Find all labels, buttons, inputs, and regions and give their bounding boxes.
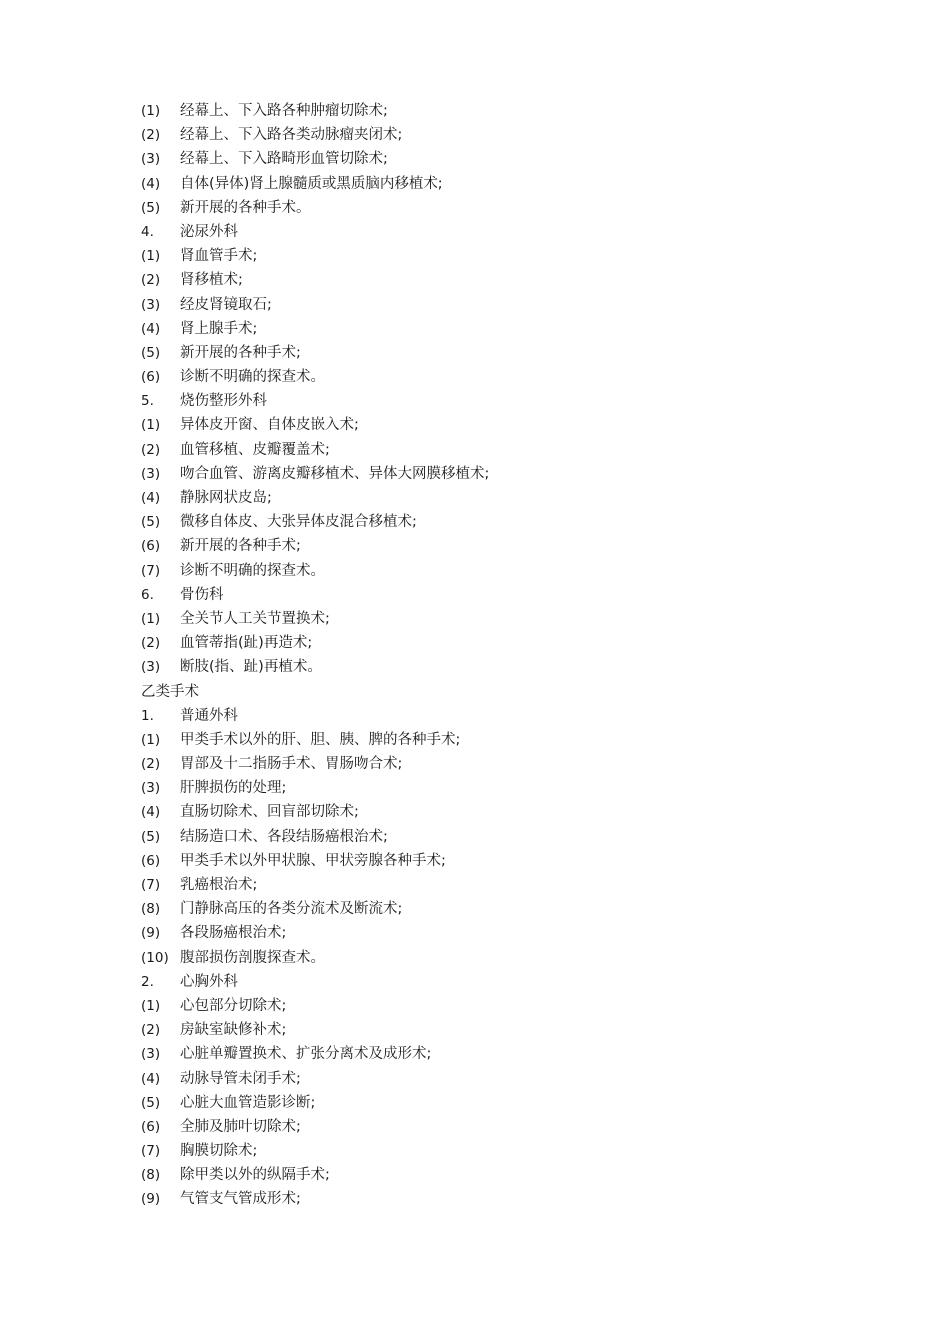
item-number: 5. [141, 393, 154, 410]
item-text: 新开展的各种手术; [180, 538, 301, 555]
list-item [141, 825, 881, 849]
list-item [141, 293, 881, 317]
list-item [141, 704, 881, 728]
item-text: 结肠造口术、各段结肠癌根治术; [180, 828, 388, 845]
item-text: 全关节人工关节置换术; [180, 610, 330, 627]
item-number: (3) [141, 780, 161, 797]
item-number: (4) [141, 804, 161, 821]
document-body [141, 99, 881, 1212]
item-number: (6) [141, 852, 161, 869]
item-number: (7) [141, 562, 161, 579]
item-text: 腹部损伤剖腹探查术。 [180, 949, 325, 966]
item-text: 诊断不明确的探查术。 [180, 562, 325, 579]
item-text: 心脏单瓣置换术、扩张分离术及成形术; [180, 1046, 432, 1063]
item-text: 经幕上、下入路畸形血管切除术; [180, 151, 388, 168]
item-number: (3) [141, 465, 161, 482]
item-text: 甲类手术以外的肝、胆、胰、脾的各种手术; [180, 731, 461, 748]
item-number: (6) [141, 538, 161, 555]
item-text: 除甲类以外的纵隔手术; [180, 1167, 330, 1184]
section-heading [141, 680, 881, 704]
item-number: (2) [141, 635, 161, 652]
item-number: (5) [141, 514, 161, 531]
item-text: 微移自体皮、大张异体皮混合移植术; [180, 514, 417, 531]
item-text: 门静脉高压的各类分流术及断流术; [180, 901, 403, 918]
item-text: 胃部及十二指肠手术、胃肠吻合术; [180, 756, 403, 773]
item-number: (5) [141, 344, 161, 361]
item-text: 心胸外科 [180, 973, 238, 990]
item-text: 肾移植术; [180, 272, 243, 289]
list-item [141, 655, 881, 679]
list-item [141, 413, 881, 437]
item-number: (6) [141, 1118, 161, 1135]
list-item [141, 486, 881, 510]
item-text: 血管蒂指(趾)再造术; [180, 635, 313, 652]
item-text: 心脏大血管造影诊断; [180, 1094, 316, 1111]
item-number: (3) [141, 1046, 161, 1063]
item-number: (3) [141, 151, 161, 168]
list-item [141, 873, 881, 897]
item-text: 烧伤整形外科 [180, 393, 267, 410]
item-number: (4) [141, 1070, 161, 1087]
item-text: 甲类手术以外甲状腺、甲状旁腺各种手术; [180, 852, 446, 869]
list-item [141, 607, 881, 631]
item-number: (1) [141, 103, 161, 119]
list-item [141, 1042, 881, 1066]
item-number: (4) [141, 320, 161, 337]
item-text: 气管支气管成形术; [180, 1191, 301, 1208]
item-text: 异体皮开窗、自体皮嵌入术; [180, 417, 359, 434]
item-number: (2) [141, 127, 161, 144]
list-item [141, 220, 881, 244]
item-text: 断肢(指、趾)再植术。 [180, 659, 322, 676]
list-item [141, 172, 881, 196]
item-text: 肾上腺手术; [180, 320, 258, 337]
item-text: 经幕上、下入路各类动脉瘤夹闭术; [180, 127, 403, 144]
list-item [141, 341, 881, 365]
list-item [141, 389, 881, 413]
item-number: (5) [141, 199, 161, 216]
list-item [141, 970, 881, 994]
list-item [141, 1115, 881, 1139]
list-item [141, 1091, 881, 1115]
item-text: 肾血管手术; [180, 248, 258, 265]
item-number: (5) [141, 1094, 161, 1111]
item-number: 4. [141, 223, 154, 240]
list-item [141, 317, 881, 341]
item-number: (4) [141, 175, 161, 192]
item-number: (9) [141, 925, 161, 942]
item-text: 泌尿外科 [180, 223, 238, 240]
list-item [141, 244, 881, 268]
item-text: 各段肠癌根治术; [180, 925, 287, 942]
list-item [141, 631, 881, 655]
item-number: (10) [141, 949, 169, 966]
item-number: (2) [141, 441, 161, 458]
list-item [141, 365, 881, 389]
item-number: (1) [141, 610, 161, 627]
list-item [141, 849, 881, 873]
item-text: 新开展的各种手术。 [180, 199, 311, 216]
item-number: (1) [141, 417, 161, 434]
list-item [141, 268, 881, 292]
item-number: (4) [141, 490, 161, 506]
item-text: 新开展的各种手术; [180, 344, 301, 361]
list-item [141, 462, 881, 486]
item-text: 吻合血管、游离皮瓣移植术、异体大网膜移植术; [180, 465, 490, 482]
item-text: 自体(异体)肾上腺髓质或黑质脑内移植术; [180, 175, 443, 192]
item-number: 2. [141, 973, 154, 990]
item-number: (5) [141, 828, 161, 845]
item-text: 直肠切除术、回盲部切除术; [180, 804, 359, 821]
list-item [141, 800, 881, 824]
item-text: 乳癌根治术; [180, 877, 258, 893]
item-number: (2) [141, 756, 161, 773]
item-text: 房缺室缺修补术; [180, 1022, 287, 1039]
item-text: 全肺及肺叶切除术; [180, 1118, 301, 1135]
item-text: 动脉导管未闭手术; [180, 1070, 301, 1087]
item-number: (8) [141, 901, 161, 918]
item-number: (7) [141, 877, 161, 893]
item-number: 1. [141, 707, 154, 724]
item-text: 经皮肾镜取石; [180, 296, 272, 313]
item-text: 乙类手术 [141, 683, 199, 700]
list-item [141, 728, 881, 752]
list-item [141, 147, 881, 171]
list-item [141, 994, 881, 1018]
list-item [141, 559, 881, 583]
item-text: 普通外科 [180, 707, 238, 724]
item-number: (2) [141, 1022, 161, 1039]
item-number: (7) [141, 1143, 161, 1160]
item-number: 6. [141, 586, 154, 603]
list-item [141, 510, 881, 534]
list-item [141, 534, 881, 558]
list-item [141, 99, 881, 123]
list-item [141, 1018, 881, 1042]
list-item [141, 752, 881, 776]
list-item [141, 438, 881, 462]
list-item [141, 897, 881, 921]
list-item [141, 196, 881, 220]
item-text: 肝脾损伤的处理; [180, 780, 287, 797]
list-item [141, 946, 881, 970]
item-text: 血管移植、皮瓣覆盖术; [180, 441, 330, 458]
list-item [141, 1163, 881, 1187]
list-item [141, 1187, 881, 1211]
item-number: (1) [141, 731, 161, 748]
item-text: 静脉网状皮岛; [180, 490, 272, 506]
item-text: 骨伤科 [180, 586, 224, 603]
item-number: (3) [141, 659, 161, 676]
item-text: 经幕上、下入路各种肿瘤切除术; [180, 103, 388, 119]
item-number: (1) [141, 248, 161, 265]
item-number: (9) [141, 1191, 161, 1208]
list-item [141, 583, 881, 607]
item-number: (6) [141, 369, 161, 386]
item-number: (3) [141, 296, 161, 313]
item-text: 心包部分切除术; [180, 997, 287, 1014]
list-item [141, 921, 881, 945]
list-item [141, 123, 881, 147]
item-number: (2) [141, 272, 161, 289]
item-text: 胸膜切除术; [180, 1143, 258, 1160]
list-item [141, 776, 881, 800]
item-number: (1) [141, 997, 161, 1014]
item-text: 诊断不明确的探查术。 [180, 369, 325, 386]
item-number: (8) [141, 1167, 161, 1184]
list-item [141, 1139, 881, 1163]
list-item [141, 1067, 881, 1091]
